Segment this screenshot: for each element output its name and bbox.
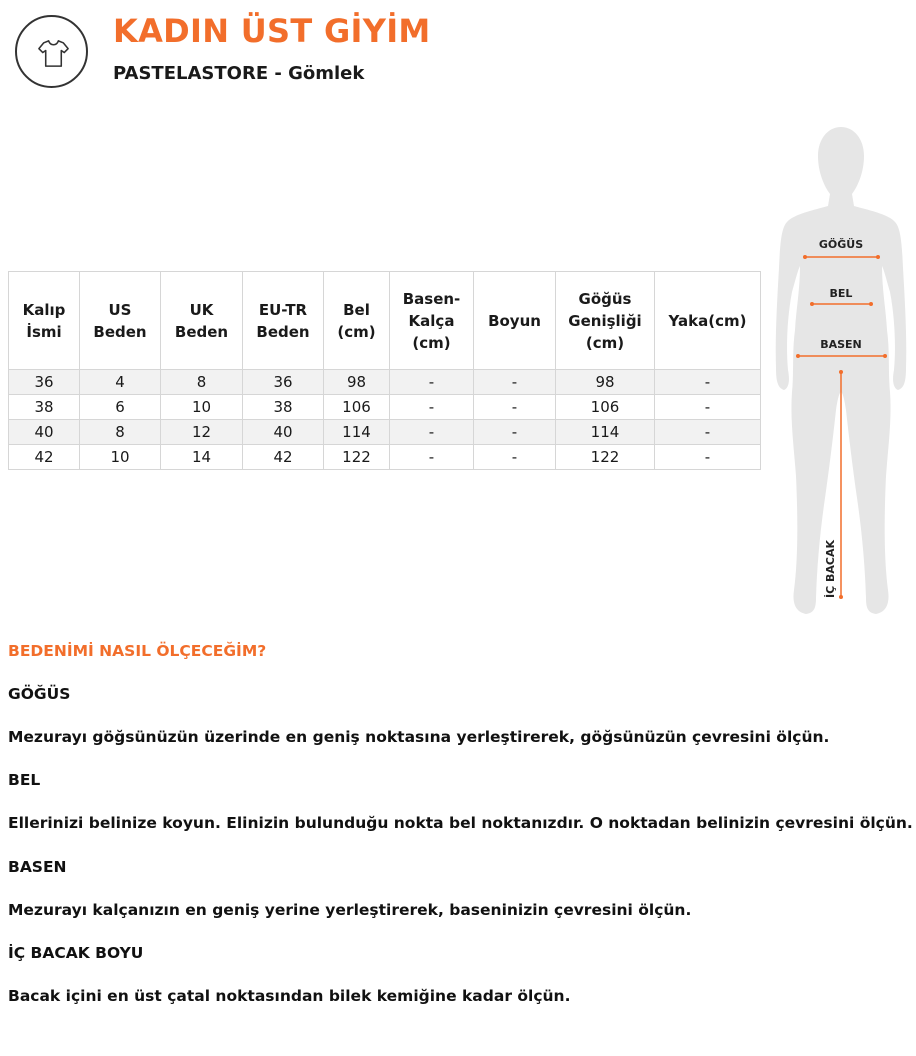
table-cell: 122 xyxy=(324,445,390,470)
column-header-text: UK xyxy=(189,300,214,319)
hip-label: BASEN xyxy=(820,338,862,351)
body-measurement-figure xyxy=(770,120,912,620)
column-header-text: Göğüs xyxy=(578,289,632,308)
column-header-text: Beden xyxy=(93,322,147,341)
table-cell: - xyxy=(655,370,761,395)
guide-hip-title: BASEN xyxy=(8,857,67,876)
table-cell: - xyxy=(655,445,761,470)
table-cell: 114 xyxy=(324,420,390,445)
column-header-text: Genişliği xyxy=(568,311,642,330)
table-cell: 122 xyxy=(556,445,655,470)
guide-chest-text: Mezurayı göğsünüzün üzerinde en geniş noktasına yerleştirerek, göğsünüzün çevresini ölçün. xyxy=(8,728,830,746)
column-header-text: (cm) xyxy=(337,322,376,341)
table-cell: 10 xyxy=(80,445,161,470)
table-cell: 106 xyxy=(556,395,655,420)
table-cell: 42 xyxy=(243,445,324,470)
guide-waist-text: Ellerinizi belinize koyun. Elinizin bulunduğu nokta bel noktanızdır. O noktadan belinizin çevresini ölçün. xyxy=(8,814,913,833)
column-header-text: Basen- xyxy=(402,289,461,308)
column-header xyxy=(324,272,390,370)
table-cell: 98 xyxy=(556,370,655,395)
chest-label: GÖĞÜS xyxy=(818,238,864,251)
table-cell: 38 xyxy=(9,395,80,420)
table-header-row xyxy=(9,272,761,370)
column-header-text: EU-TR xyxy=(258,300,308,319)
table-cell: 36 xyxy=(243,370,324,395)
guide-heading: BEDENİMİ NASIL ÖLÇECEĞİM? xyxy=(8,642,267,660)
table-cell: - xyxy=(390,445,474,470)
table-cell: - xyxy=(655,395,761,420)
table-cell: - xyxy=(474,445,556,470)
table-cell: - xyxy=(390,395,474,420)
table-cell: 40 xyxy=(9,420,80,445)
column-header-text: İsmi xyxy=(26,322,62,341)
table-cell: 106 xyxy=(324,395,390,420)
table-cell: 14 xyxy=(161,445,243,470)
table-cell: - xyxy=(474,370,556,395)
table-cell: 98 xyxy=(324,370,390,395)
table-cell: 114 xyxy=(556,420,655,445)
column-header xyxy=(556,272,655,370)
column-header xyxy=(655,272,761,370)
table-cell: - xyxy=(474,395,556,420)
table-cell: 10 xyxy=(161,395,243,420)
table-cell: 38 xyxy=(243,395,324,420)
guide-hip-text: Mezurayı kalçanızın en geniş yerine yerleştirerek, baseninizin çevresini ölçün. xyxy=(8,900,692,919)
column-header xyxy=(161,272,243,370)
measurement-guide xyxy=(8,641,913,1029)
column-header xyxy=(474,272,556,370)
table-cell: 12 xyxy=(161,420,243,445)
table-row xyxy=(9,395,761,420)
column-header-text: Yaka(cm) xyxy=(668,311,747,330)
column-header-text: Beden xyxy=(256,322,310,341)
guide-inseam-title: İÇ BACAK BOYU xyxy=(8,943,144,962)
table-row xyxy=(9,445,761,470)
table-row xyxy=(9,370,761,395)
size-table xyxy=(8,271,761,470)
column-header-text: Bel xyxy=(343,300,370,319)
column-header-text: (cm) xyxy=(412,333,451,352)
table-cell: - xyxy=(474,420,556,445)
column-header-text: Boyun xyxy=(488,311,541,330)
table-cell: 8 xyxy=(80,420,161,445)
table-cell: - xyxy=(390,420,474,445)
page-title: KADIN ÜST GİYİM xyxy=(113,12,431,50)
column-header xyxy=(243,272,324,370)
table-cell: - xyxy=(390,370,474,395)
tshirt-icon xyxy=(36,36,71,71)
table-cell: - xyxy=(655,420,761,445)
table-cell: 6 xyxy=(80,395,161,420)
page-subtitle: PASTELASTORE - Gömlek xyxy=(113,63,365,84)
guide-chest-title: GÖĞÜS xyxy=(8,685,71,703)
column-header xyxy=(9,272,80,370)
table-cell: 36 xyxy=(9,370,80,395)
table-cell: 8 xyxy=(161,370,243,395)
brand-logo xyxy=(15,15,88,88)
column-header-text: Kalça xyxy=(408,311,455,330)
table-row xyxy=(9,420,761,445)
guide-waist-title: BEL xyxy=(8,771,41,790)
table-cell: 40 xyxy=(243,420,324,445)
column-header-text: US xyxy=(108,300,132,319)
guide-inseam-text: Bacak içini en üst çatal noktasından bilek kemiğine kadar ölçün. xyxy=(8,986,571,1005)
table-cell: 4 xyxy=(80,370,161,395)
column-header-text: Kalıp xyxy=(22,300,66,319)
waist-label: BEL xyxy=(829,287,853,300)
column-header-text: Beden xyxy=(174,322,229,341)
column-header xyxy=(390,272,474,370)
column-header-text: (cm) xyxy=(585,333,625,352)
table-body xyxy=(9,370,761,470)
column-header xyxy=(80,272,161,370)
table-cell: 42 xyxy=(9,445,80,470)
inseam-label: İÇ BACAK xyxy=(824,539,837,598)
